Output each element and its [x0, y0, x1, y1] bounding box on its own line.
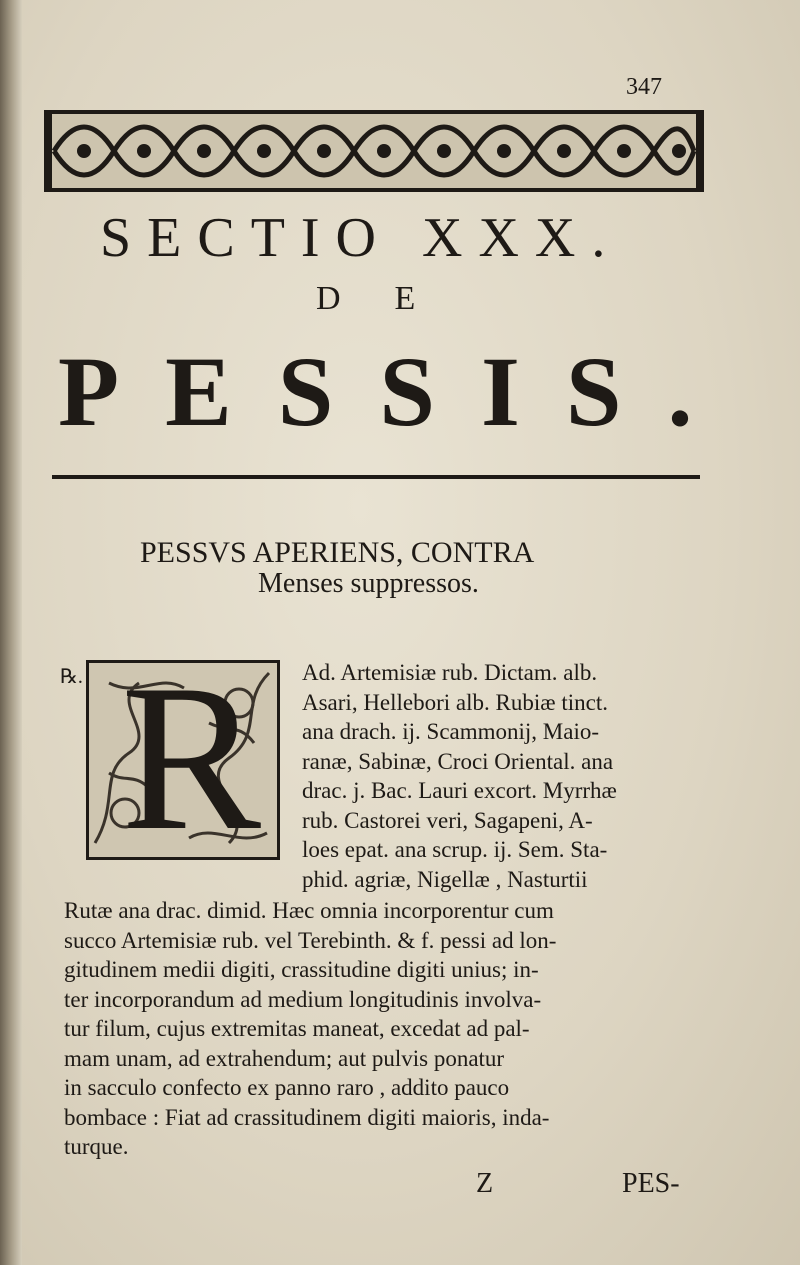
text-line: rub. Castorei veri, Sagapeni, A- — [302, 807, 593, 833]
catchword: PES- — [622, 1168, 680, 1199]
section-title: SECTIO XXX. — [100, 207, 622, 269]
page-gutter — [0, 0, 22, 1265]
horizontal-rule — [52, 475, 700, 479]
text-line: ter incorporandum ad medium longitudinis involva- — [64, 986, 542, 1012]
text-line: phid. agriæ, Nigellæ , Nasturtii — [302, 866, 588, 892]
text-line: in sacculo confecto ex panno raro , addito pauco — [64, 1075, 510, 1100]
text-line: mam unam, ad extrahendum; aut pulvis ponatur — [64, 1045, 505, 1071]
ornament-border — [44, 110, 704, 192]
text-line: tur filum, cujus extremitas maneat, excedat ad pal- — [64, 1016, 530, 1041]
recipe-heading: PESSVS APERIENS, CONTRA — [140, 536, 535, 569]
text-line: succo Artemisiæ rub. vel Terebinth. & f. pessi ad lon- — [64, 927, 557, 953]
title-de: DE — [316, 280, 470, 317]
recipe-symbol: ℞. — [60, 666, 83, 688]
text-line: ana drach. ij. Scammonij, Maio- — [302, 719, 600, 744]
signature-mark: Z — [476, 1168, 494, 1199]
section-subject: PESSIS. — [58, 336, 739, 447]
text-line: turque. — [64, 1134, 129, 1159]
text-line: loes epat. ana scrup. ij. Sem. Sta- — [302, 837, 608, 862]
text-line: Ad. Artemisiæ rub. Dictam. alb. — [302, 660, 598, 685]
text-line: Asari, Hellebori alb. Rubiæ tinct. — [302, 689, 608, 715]
text-line: Rutæ ana drac. dimid. Hæc omnia incorporentur cum — [64, 898, 554, 923]
text-line: ranæ, Sabinæ, Croci Oriental. ana — [302, 748, 614, 774]
page-number: 347 — [626, 74, 662, 100]
decorated-initial — [86, 642, 280, 874]
text-line: bombace : Fiat ad crassitudinem digiti maioris, inda- — [64, 1104, 550, 1130]
initial-letter: R — [121, 642, 262, 874]
recipe-subheading: Menses suppressos. — [258, 568, 479, 599]
text-line: drac. j. Bac. Lauri excort. Myrrhæ — [302, 778, 617, 803]
text-line: gitudinem medii digiti, crassitudine digiti unius; in- — [64, 957, 539, 982]
